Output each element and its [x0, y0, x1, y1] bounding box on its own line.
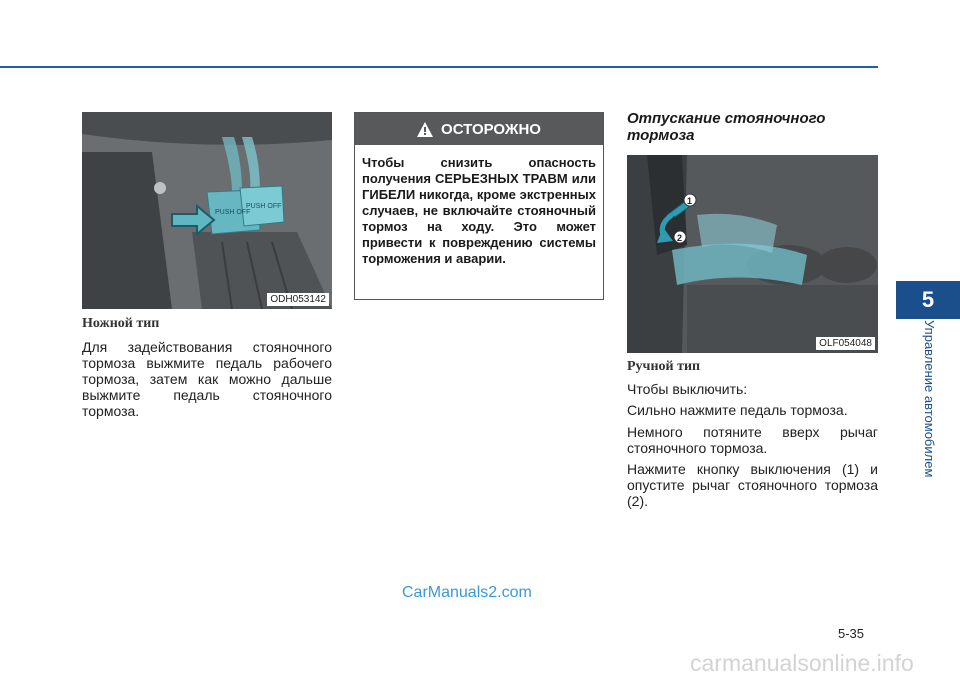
paragraph-2: Сильно нажмите педаль тормоза. — [627, 402, 848, 418]
marker-2: 2 — [677, 233, 683, 243]
paragraph-1: Чтобы выключить: — [627, 381, 748, 397]
hand-brake-illustration — [627, 155, 878, 353]
pedal-label-2: PUSH OFF — [246, 203, 282, 210]
caution-title: ОСТОРОЖНО — [441, 120, 541, 138]
caution-header — [355, 113, 603, 145]
hand-type-heading: Ручной тип — [627, 359, 701, 374]
foot-type-paragraph: Для задействования стояночного тормоза выжмите педаль рабочего тормоза, затем как можно дальше выжмите педаль стояночного тормоза. — [82, 339, 332, 419]
page-number: 5-35 — [838, 626, 865, 641]
caution-text: Чтобы снизить опасность получения СЕРЬЕЗНЫХ ТРАВМ или ГИБЕЛИ никогда, кроме экстренных случаев, не включайте стояночный тормоз на ходу. Это может привести к повреждению системы торможения и аварии. — [362, 155, 596, 266]
section-title: Отпускание стояночного тормоза — [627, 110, 826, 144]
foot-brake-figure — [82, 112, 332, 309]
watermark-footer: carmanualsonline.info — [690, 650, 914, 676]
caution-box — [354, 112, 604, 300]
paragraph-3: Немного потяните вверх рычаг стояночного тормоза. — [627, 424, 878, 456]
paragraph-4: Нажмите кнопку выключения (1) и опустите рычаг стояночного тормоза (2). — [627, 461, 878, 509]
hand-brake-figure — [627, 155, 878, 353]
pedal-label-1: PUSH OFF — [215, 209, 251, 216]
marker-1: 1 — [687, 196, 693, 206]
figure-code: ODH053142 — [267, 293, 329, 306]
watermark-link[interactable]: CarManuals2.com — [402, 584, 532, 601]
figure-code: OLF054048 — [816, 337, 875, 350]
foot-brake-illustration — [82, 112, 332, 309]
chapter-number-tab: 5 — [896, 281, 960, 319]
warning-triangle-icon — [417, 122, 433, 137]
header-rule — [0, 66, 878, 68]
chapter-label: Управление автомобилем — [922, 320, 937, 478]
foot-type-heading: Ножной тип — [82, 316, 160, 331]
